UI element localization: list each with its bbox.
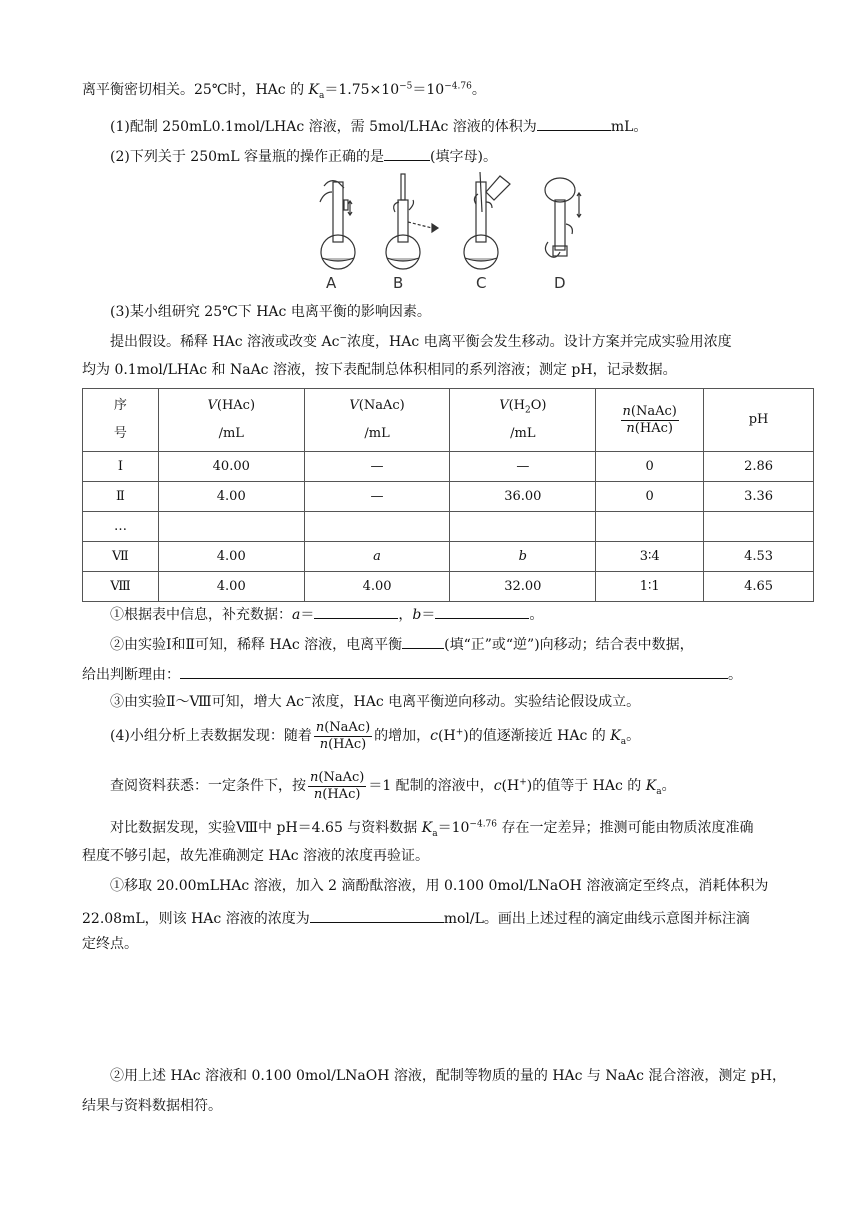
ratio-fraction: $\frac{\text{n(NaAc)}}{\text{n(HAc)}}$ [622,403,677,436]
intro-line: 离平衡密切相关。25℃时，HAc 的 $K_a=1.75\times 10^{-5}=10^{-4.76}$。 [82,81,486,101]
answer-blank-reason[interactable] [180,662,728,679]
final-line-2: 结果与资料数据相符。 [82,1098,222,1114]
question-3-hypothesis: 提出假设。稀释 HAc 溶液或改变 Ac−浓度，HAc 电离平衡会发生移动。设计方案并完成实验用浓度 [110,333,732,350]
table-row: Ⅶ 4.00 a b 3∶4 4.53 [83,542,814,572]
lookup-line: 查阅资料获悉：一定条件下，按 $\frac{\text{n(NaAc)}}{\text{n(HAc)}}$ ＝1 配制的溶液中，c(H+)的值等于 HAc 的 $K_a$。 [110,769,676,802]
titration-line-2: 22.08mL，则该 HAc 溶液的浓度为 mol/L。画出上述过程的滴定曲线示意图并标注滴 [82,906,820,929]
lookup-ratio-fraction: $\frac{\text{n(NaAc)}}{\text{n(HAc)}}$ [310,769,365,802]
sub-question-2-reason: 给出判断理由： 。 [82,662,820,685]
flask-figures [300,172,590,294]
titration-line-1: ①移取 20.00mLHAc 溶液，加入 2 滴酚酞溶液，用 0.100 0mol/LNaOH 溶液滴定至终点，消耗体积为 [110,878,769,894]
table-row: Ⅷ 4.00 4.00 32.00 1∶1 4.65 [83,572,814,602]
question-3-method: 均为 0.1mol/LHAc 和 NaAc 溶液，按下表配制总体积相同的系列溶液；测定 pH，记录数据。 [82,362,677,378]
titration-line-3: 定终点。 [82,936,138,952]
comparison-line-2: 程度不够引起，故先准确测定 HAc 溶液的浓度再验证。 [82,848,430,864]
flask-operations-illustration [300,172,590,272]
question-3-title: (3)某小组研究 25℃下 HAc 电离平衡的影响因素。 [110,304,431,320]
comparison-line-1: 对比数据发现，实验Ⅷ中 pH＝4.65 与资料数据 $K_a=10^{-4.76}$ 存在一定差异；推测可能由物质浓度准确 [110,819,754,839]
header-ratio [596,389,704,452]
sub-question-2: ②由实验Ⅰ和Ⅱ可知，稀释 HAc 溶液，电离平衡 (填“正”或“逆”)向移动；结合表中数据， [110,632,820,655]
sub-question-1: ①根据表中信息，补充数据：a＝ ，b＝ 。 [110,602,820,625]
header-v-hac: V(HAc) /mL [158,389,304,452]
figure-label-d: D [554,274,566,292]
answer-blank-b[interactable] [435,602,529,619]
q4-ratio-fraction: $\frac{\text{n(NaAc)}}{\text{n(HAc)}}$ [315,719,371,752]
header-ph: pH [704,389,814,452]
figure-label-c: C [476,274,487,292]
question-1: (1)配制 250mL0.1mol/LHAc 溶液，需 5mol/LHAc 溶液的体积为 mL。 [110,114,820,137]
header-seq: 序 号 [83,389,159,452]
header-v-naac: V(NaAc) /mL [304,389,450,452]
answer-blank-concentration[interactable] [310,906,444,923]
question-2: (2)下列关于 250mL 容量瓶的操作正确的是 (填字母)。 [110,144,820,167]
figure-label-a: A [326,274,337,292]
answer-blank-a[interactable] [314,602,398,619]
table-row: … [83,512,814,542]
experiment-table [82,388,814,602]
flask-c-icon [464,172,510,269]
sub-question-3: ③由实验Ⅱ～Ⅷ可知，增大 Ac−浓度，HAc 电离平衡逆向移动。实验结论假设成立。 [110,693,641,710]
flask-a-icon [320,181,355,269]
header-v-h2o: $V(H_2O)$ /mL [450,389,596,452]
table-row: Ⅰ 40.00 — — 0 2.86 [83,452,814,482]
table-row: Ⅱ 4.00 — 36.00 0 3.36 [83,482,814,512]
question-4: (4)小组分析上表数据发现：随着 $\frac{\text{n(NaAc)}}{\text{n(HAc)}}$ 的增加，c(H+)的值逐渐接近 HAc 的 $K_a$。 [110,719,641,752]
answer-blank-direction[interactable] [402,632,444,649]
flask-d-icon [545,178,581,257]
table-header-row [83,389,814,452]
final-line-1: ②用上述 HAc 溶液和 0.100 0mol/LNaOH 溶液，配制等物质的量的 HAc 与 NaAc 混合溶液，测定 pH， [110,1068,787,1084]
figure-label-b: B [393,274,404,292]
answer-blank-2[interactable] [384,144,430,161]
answer-blank-1[interactable] [537,114,611,131]
flask-b-icon [386,174,438,269]
